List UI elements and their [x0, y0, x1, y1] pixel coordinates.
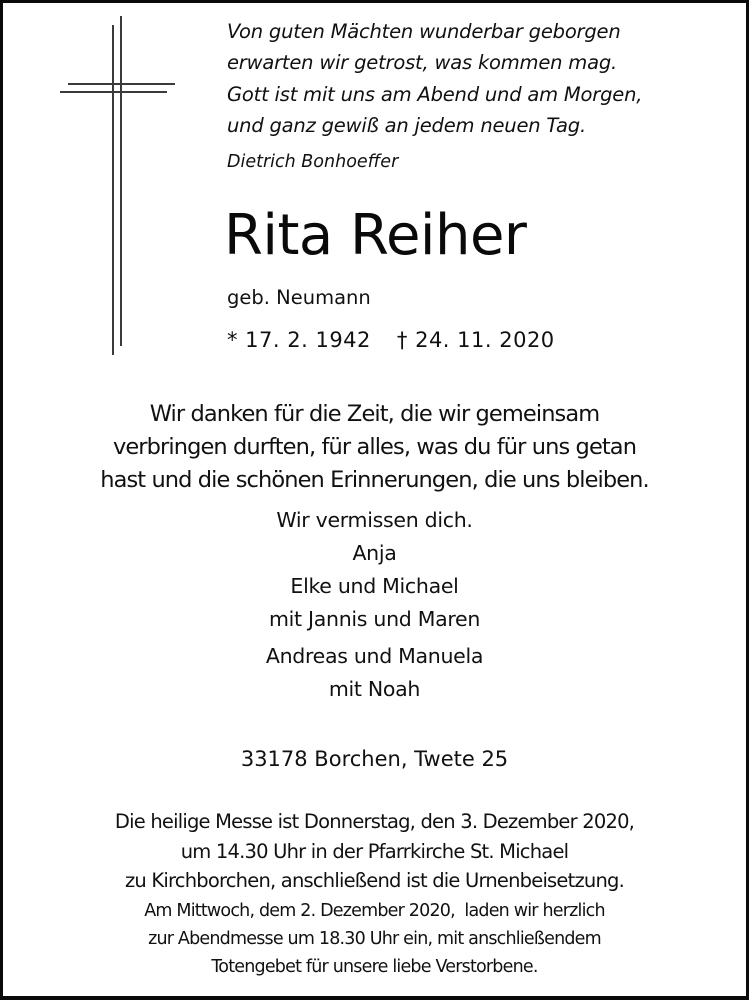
invitation-line: zur Abendmesse um 18.30 Uhr ein, mit anschließendem	[148, 929, 601, 949]
life-dates	[227, 330, 555, 351]
cross-vertical-left	[112, 25, 114, 355]
evening-mass-invitation	[3, 897, 746, 981]
death-date: † 24. 11. 2020	[396, 328, 555, 352]
deceased-name: Rita Reiher	[224, 203, 527, 268]
cross-icon	[0, 0, 200, 370]
mourner-name: Andreas und Manuela	[265, 644, 484, 668]
cross-vertical-right	[120, 16, 122, 346]
mourners-list	[3, 504, 746, 706]
mourner-name: mit Jannis und Maren	[268, 607, 481, 631]
mourner-name: mit Noah	[328, 677, 421, 701]
service-line: zu Kirchborchen, anschließend ist die Urnenbeisetzung.	[125, 869, 624, 892]
birth-date: * 17. 2. 1942	[227, 328, 371, 352]
thanks-message	[3, 398, 746, 497]
thanks-line: verbringen durften, für alles, was du für uns getan	[112, 434, 637, 460]
mourner-name: Elke und Michael	[290, 574, 459, 598]
mourners-intro: Wir vermissen dich.	[276, 508, 473, 532]
family-address: 33178 Borchen, Twete 25	[240, 747, 509, 771]
service-line: um 14.30 Uhr in der Pfarrkirche St. Michael	[180, 839, 569, 863]
quote-line: Gott ist mit uns am Abend und am Morgen,	[227, 83, 643, 106]
cross-horizontal-lower	[60, 91, 167, 93]
invitation-line: Totengebet für unsere liebe Verstorbene.	[211, 957, 538, 977]
quote-line: erwarten wir getrost, was kommen mag.	[227, 51, 618, 74]
mourner-name: Anja	[352, 541, 397, 565]
thanks-line: hast und die schönen Erinnerungen, die uns bleiben.	[100, 467, 649, 493]
service-line: Die heilige Messe ist Donnerstag, den 3. Dezember 2020,	[114, 810, 635, 833]
maiden-name: geb. Neumann	[227, 286, 371, 309]
thanks-line: Wir danken für die Zeit, die wir gemeinsam	[149, 401, 600, 427]
quote-line: Von guten Mächten wunderbar geborgen	[227, 20, 621, 43]
quote-author: Dietrich Bonhoeffer	[227, 152, 399, 172]
cross-horizontal-upper	[68, 83, 175, 85]
funeral-service-info	[3, 807, 746, 896]
quote-line: und ganz gewiß an jedem neuen Tag.	[227, 114, 586, 137]
invitation-line: Am Mittwoch, dem 2. Dezember 2020, laden wir herzlich	[144, 901, 605, 921]
